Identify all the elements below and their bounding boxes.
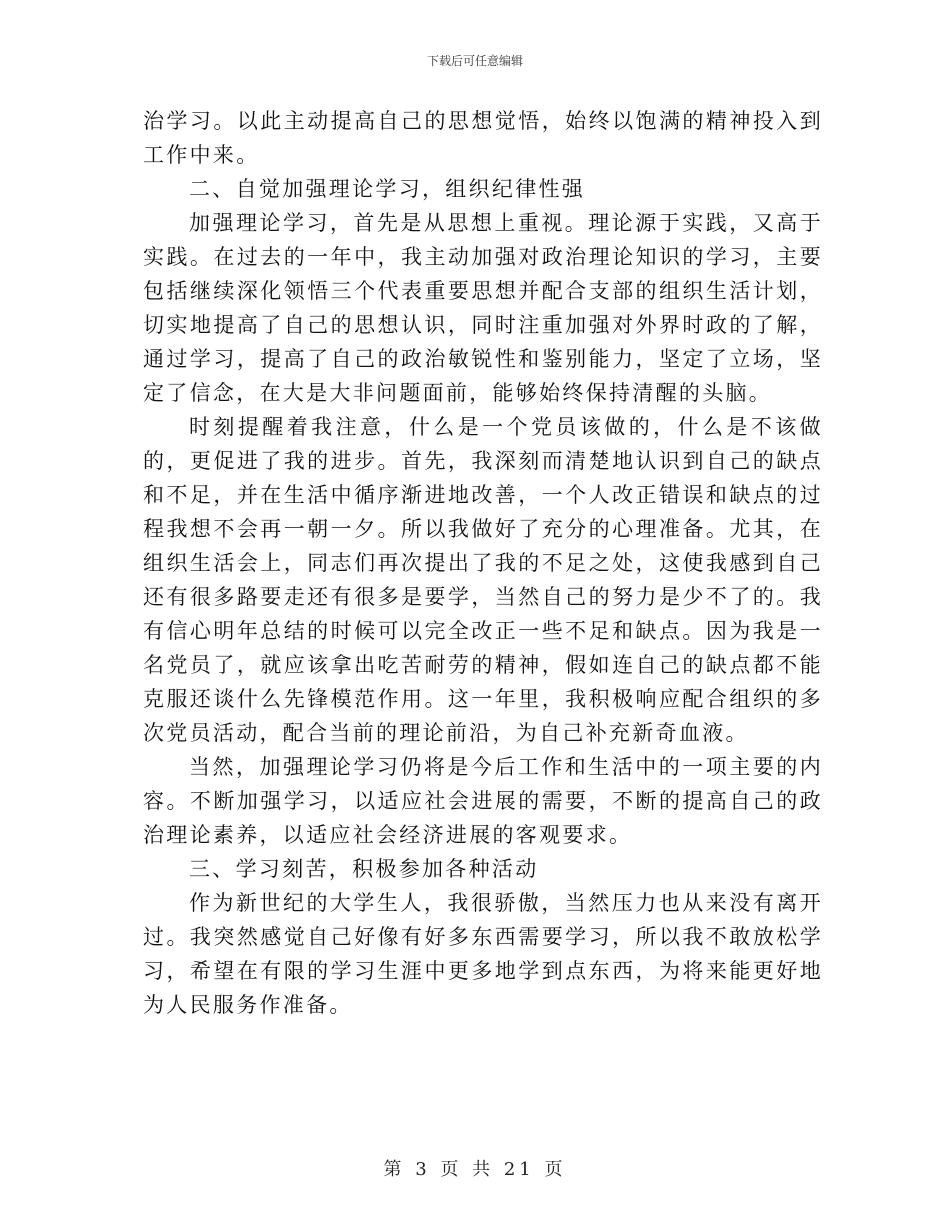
section-heading-2: 二、自觉加强理论学习，组织纪律性强 <box>189 177 586 201</box>
paragraph-continuation: 治学习。以此主动提高自己的思想觉悟，始终以饱满的精神投入到工作中来。 <box>143 109 823 167</box>
page-header: 下载后可任意编辑 <box>426 54 523 68</box>
document-body <box>143 104 823 1022</box>
paragraph-university-student: 作为新世纪的大学生人，我很骄傲，当然压力也从来没有离开过。我突然感觉自己好像有好多东西需要学习，所以我不敢放松学习，希望在有限的学习生涯中更多地学到点东西，为将来能更好地为人民服务作准备。 <box>143 891 823 1017</box>
section-heading-3: 三、学习刻苦，积极参加各种活动 <box>189 857 539 881</box>
paragraph-self-reflection: 时刻提醒着我注意，什么是一个党员该做的，什么是不该做的，更促进了我的进步。首先，我深刻而清楚地认识到自己的缺点和不足，并在生活中循序渐进地改善，一个人改正错误和缺点的过程我想不会再一朝一夕。所以我做好了充分的心理准备。尤其，在组织生活会上，同志们再次提出了我的不足之处，这使我感到自己还有很多路要走还有很多是要学，当然自己的努力是少不了的。我有信心明年总结的时候可以完全改正一些不足和缺点。因为我是一名党员了，就应该拿出吃苦耐劳的精神，假如连自己的缺点都不能克服还谈什么先锋模范作用。这一年里，我积极响应配合组织的多次党员活动，配合当前的理论前沿，为自己补充新奇血液。 <box>143 415 823 745</box>
page-number-footer: 第 3 页 共 21 页 <box>383 1159 567 1180</box>
paragraph-theory-study: 加强理论学习，首先是从思想上重视。理论源于实践，又高于实践。在过去的一年中，我主动加强对政治理论知识的学习，主要包括继续深化领悟三个代表重要思想并配合支部的组织生活计划，切实地提高了自己的思想认识，同时注重加强对外界时政的了解，通过学习，提高了自己的政治敏锐性和鉴别能力，坚定了立场，坚定了信念，在大是大非问题面前，能够始终保持清醒的头脑。 <box>143 211 823 405</box>
paragraph-continued-study: 当然，加强理论学习仍将是今后工作和生活中的一项主要的内容。不断加强学习，以适应社会进展的需要，不断的提高自己的政治理论素养，以适应社会经济进展的客观要求。 <box>143 755 823 847</box>
